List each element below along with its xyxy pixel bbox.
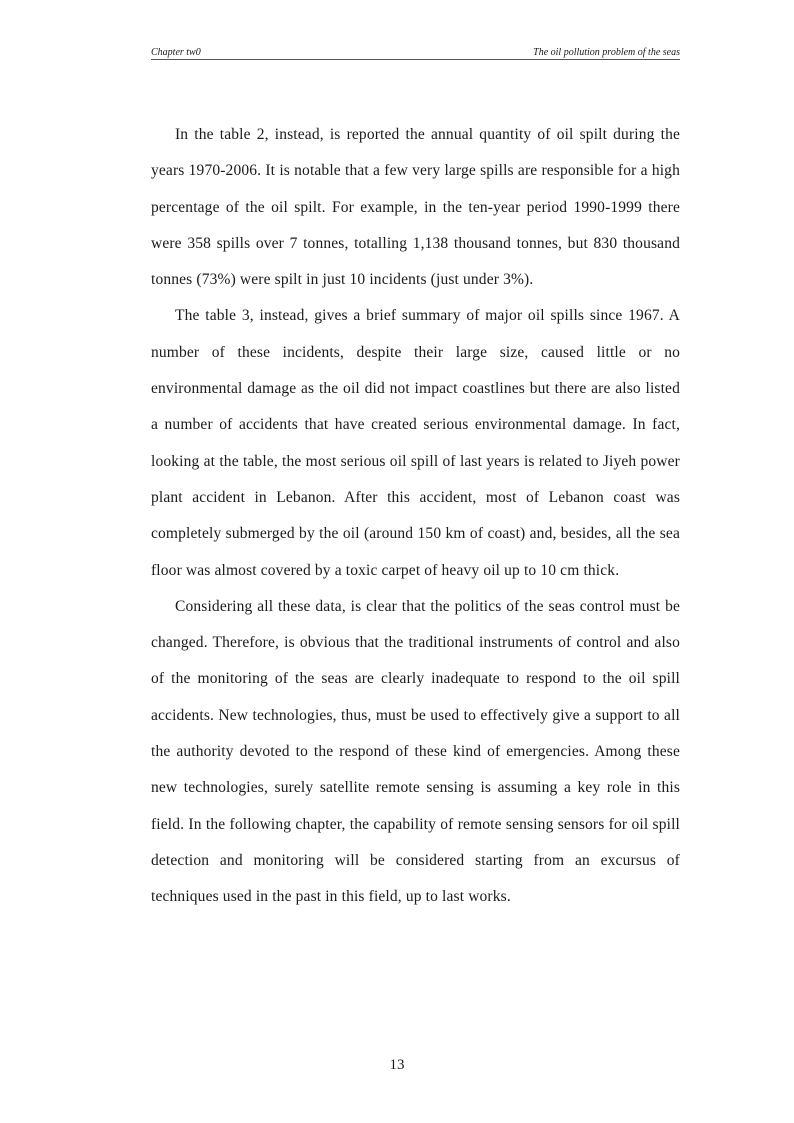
chapter-label: Chapter tw0 — [151, 47, 201, 58]
paragraph: The table 3, instead, gives a brief summary of major oil spills since 1967. A number of these incidents, despite their large size, caused little or no environmental damage as the oil did not impact coastlines but there are also listed a number of accidents that have created serious environmental damage. In fact, looking at the table, the most serious oil spill of last years is related to Jiyeh power plant accident in Lebanon. After this accident, most of Lebanon coast was completely submerged by the oil (around 150 km of coast) and, besides, all the sea floor was almost covered by a toxic carpet of heavy oil up to 10 cm thick. — [151, 307, 680, 579]
chapter-title: The oil pollution problem of the seas — [533, 47, 680, 58]
running-header — [151, 46, 680, 60]
page-number: 13 — [389, 1057, 405, 1073]
paragraph: In the table 2, instead, is reported the annual quantity of oil spilt during the years 1970-2006. It is notable that a few very large spills are responsible for a high percentage of the oil spilt. For example, in the ten-year period 1990-1999 there were 358 spills over 7 tonnes, totalling 1,138 thousand tonnes, but 830 thousand tonnes (73%) were spilt in just 10 incidents (just under 3%). — [151, 126, 680, 289]
body-text — [151, 117, 680, 916]
paragraph: Considering all these data, is clear that the politics of the seas control must be changed. Therefore, is obvious that the traditional instruments of control and also of the monitoring of the seas are clearly inadequate to respond to the oil spill accidents. New technologies, thus, must be used to effectively give a support to all the authority devoted to the respond of these kind of emergencies. Among these new technologies, surely satellite remote sensing is assuming a key role in this field. In the following chapter, the capability of remote sensing sensors for oil spill detection and monitoring will be considered starting from an excursus of techniques used in the past in this field, up to last works. — [151, 597, 680, 906]
